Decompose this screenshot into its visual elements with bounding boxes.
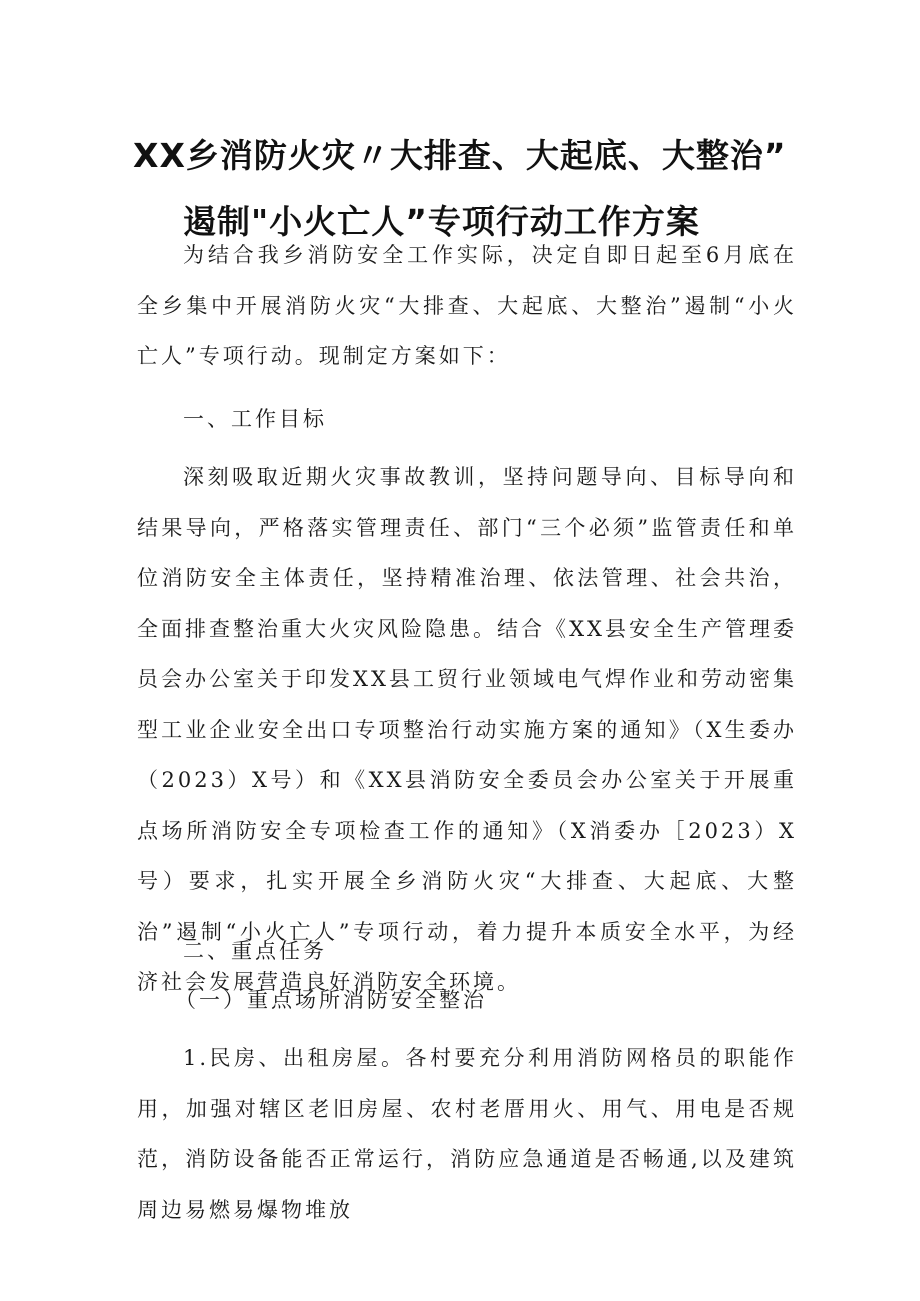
document-title-line-2: 遏制"小火亡人”专项行动工作方案: [183, 202, 700, 241]
intro-paragraph: 为结合我乡消防安全工作实际，决定自即日起至6月底在全乡集中开展消防火灾“大排查、大起底、大整治”遏制“小火亡人”专项行动。现制定方案如下：: [137, 243, 797, 368]
section-heading-key-tasks: 二、重点任务: [183, 939, 327, 963]
section-heading-work-goals: 一、工作目标: [183, 407, 327, 431]
subsection-heading-key-places: （一）重点场所消防安全整治: [175, 988, 487, 1012]
document-title-line-1: XX乡消防火灾〃大排查、大起底、大整治”: [133, 136, 787, 175]
item-1-paragraph: 1.民房、出租房屋。各村要充分利用消防网格员的职能作用，加强对辖区老旧房屋、农村老厝用火、用气、用电是否规范，消防设备能否正常运行，消防应急通道是否畅通,以及建筑周边易燃易爆物堆放: [137, 1046, 797, 1222]
work-goals-paragraph: 深刻吸取近期火灾事故教训，坚持问题导向、目标导向和结果导向，严格落实管理责任、部门“三个必须”监管责任和单位消防安全主体责任，坚持精准治理、依法管理、社会共治，全面排查整治重大火灾风险隐患。结合《XX县安全生产管理委员会办公室关于印发XX县工贸行业领域电气焊作业和劳动密集型工业企业安全出口专项整治行动实施方案的通知》（X生委办（2023）X号）和《XX县消防安全委员会办公室关于开展重点场所消防安全专项检查工作的通知》（X消委办［2023）X号）要求，扎实开展全乡消防火灾“大排查、大起底、大整治”遏制“小火亡人”专项行动，着力提升本质安全水平，为经济社会发展营造良好消防安全环境。: [137, 465, 797, 994]
